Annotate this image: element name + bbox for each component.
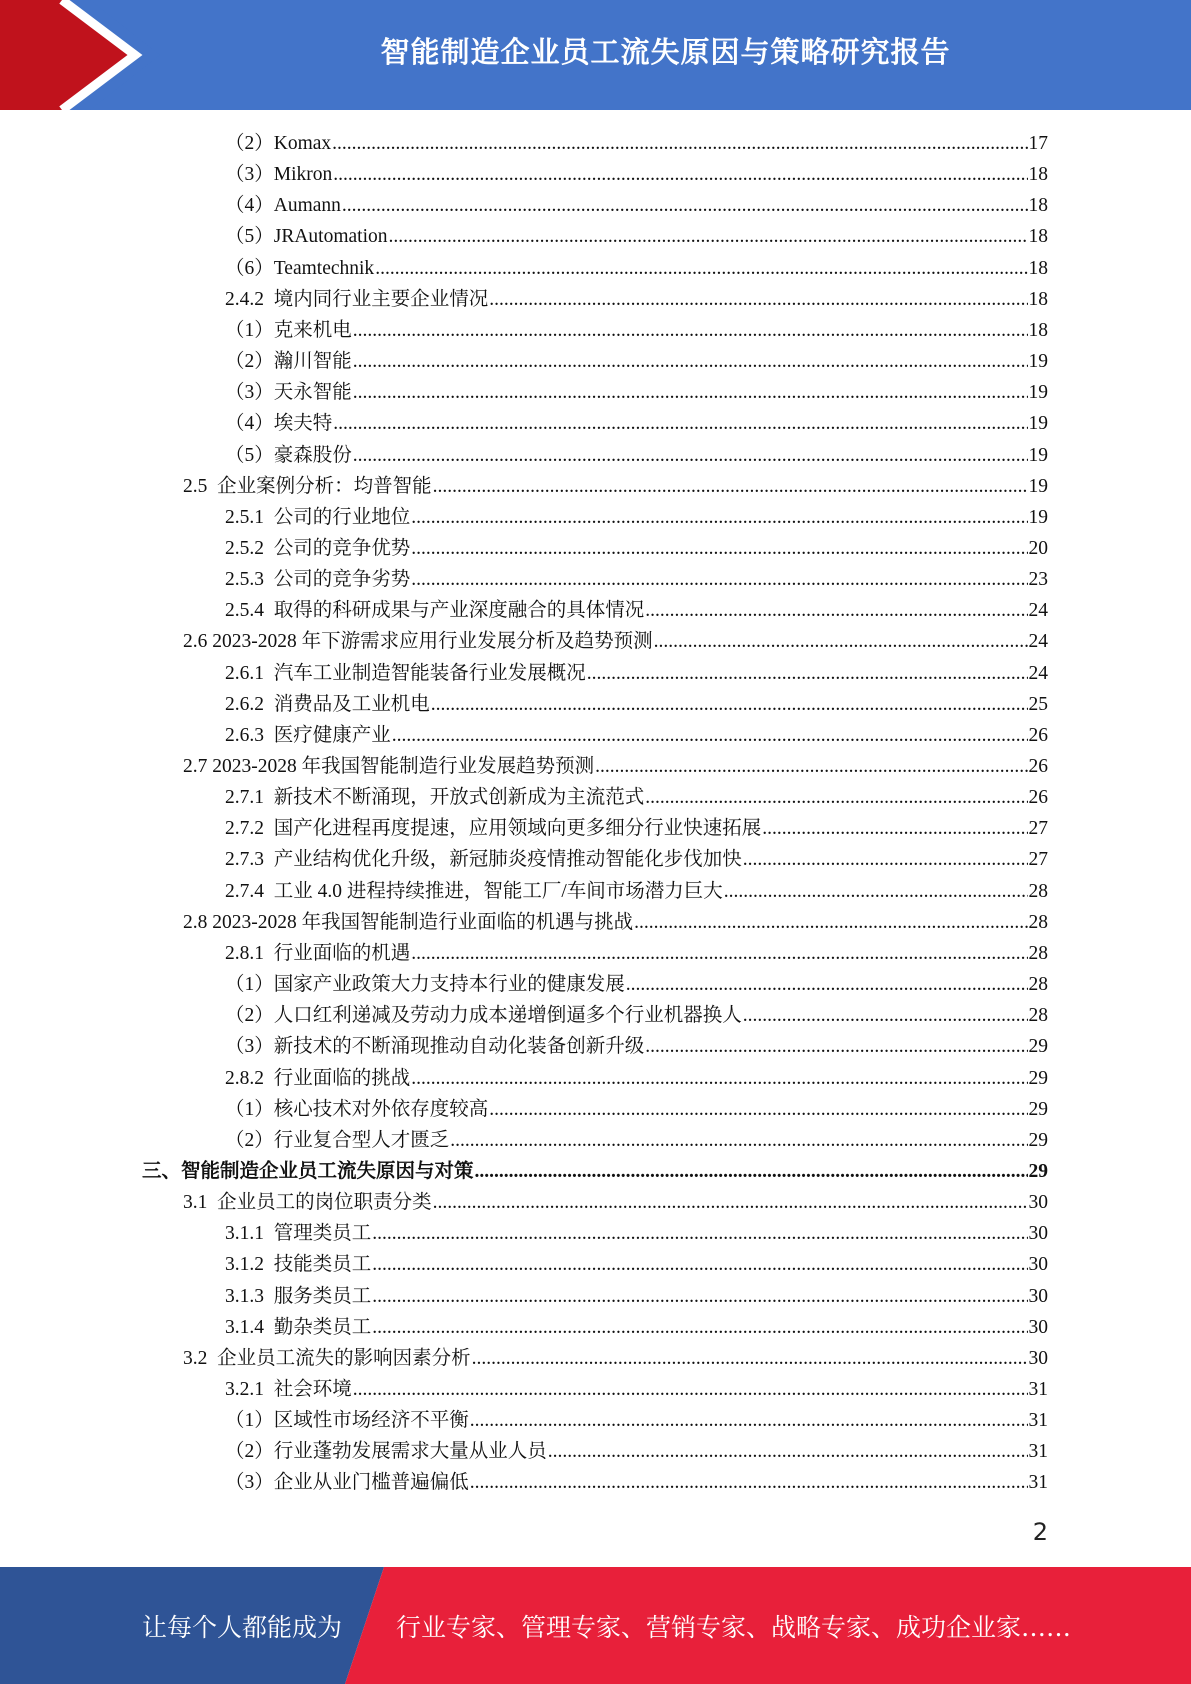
toc-entry[interactable] xyxy=(225,221,1048,252)
toc-entry-title: 2.8.1 行业面临的机遇 xyxy=(225,942,411,964)
toc-dot-leader xyxy=(626,969,1028,1000)
toc-entry[interactable] xyxy=(183,1343,1048,1374)
toc-entry-page: 18 xyxy=(1028,319,1048,341)
toc-entry[interactable] xyxy=(225,253,1048,284)
footer-slogan-right: 行业专家、管理专家、营销专家、战略专家、成功企业家…… xyxy=(396,1612,1072,1642)
toc-dot-leader xyxy=(353,440,1028,471)
toc-entry-title: （2）瀚川智能 xyxy=(225,351,352,373)
toc-entry-title: 2.6 2023-2028 年下游需求应用行业发展分析及趋势预测 xyxy=(183,631,653,653)
toc-entry[interactable] xyxy=(225,128,1048,159)
toc-entry-title: 2.7 2023-2028 年我国智能制造行业发展趋势预测 xyxy=(183,756,595,777)
toc-entry-page: 28 xyxy=(1028,1005,1048,1027)
toc-entry-title: 3.2 企业员工流失的影响因素分析 xyxy=(183,1347,471,1369)
toc-entry-page: 18 xyxy=(1028,257,1048,279)
toc-entry[interactable] xyxy=(225,1405,1048,1436)
footer-slogan-left: 让每个人都能成为 xyxy=(142,1612,343,1642)
toc-entry-page: 30 xyxy=(1028,1316,1048,1338)
toc-dot-leader xyxy=(372,1312,1027,1343)
toc-entry-title: 2.5.4 取得的科研成果与产业深度融合的具体情况 xyxy=(225,600,645,622)
toc-entry-title: 三、智能制造企业员工流失原因与对策 xyxy=(142,1160,474,1182)
toc-entry-title: 3.1.2 技能类员工 xyxy=(225,1254,372,1276)
toc-entry[interactable] xyxy=(225,1031,1048,1062)
toc-dot-leader xyxy=(433,471,1028,502)
toc-entry[interactable] xyxy=(225,658,1048,689)
toc-dot-leader xyxy=(645,1031,1027,1062)
toc-entry[interactable] xyxy=(225,377,1048,408)
toc-dot-leader xyxy=(548,1436,1028,1467)
toc-entry-page: 18 xyxy=(1028,226,1048,248)
toc-entry[interactable] xyxy=(225,1218,1048,1249)
toc-entry[interactable] xyxy=(225,190,1048,221)
toc-entry[interactable] xyxy=(225,782,1048,813)
toc-dot-leader xyxy=(654,626,1028,657)
toc-entry-page: 24 xyxy=(1028,600,1048,622)
toc-entry[interactable] xyxy=(225,689,1048,720)
toc-entry-title: （3）天永智能 xyxy=(225,382,352,404)
toc-entry-title: 2.6.2 消费品及工业机电 xyxy=(225,693,430,715)
toc-entry-title: 2.8 2023-2028 年我国智能制造行业面临的机遇与挑战 xyxy=(183,911,634,933)
toc-entry[interactable] xyxy=(225,346,1048,377)
toc-entry-page: 27 xyxy=(1028,818,1048,840)
toc-entry-title: （2）行业复合型人才匮乏 xyxy=(225,1129,450,1151)
toc-entry-title: （4）Aumann xyxy=(225,195,341,217)
toc-dot-leader xyxy=(411,564,1027,595)
toc-entry-title: 2.7.4 工业 4.0 进程持续推进，智能工厂/车间市场潜力巨大 xyxy=(225,880,723,902)
toc-dot-leader xyxy=(411,938,1027,969)
page-footer xyxy=(0,1567,1191,1684)
toc-entry[interactable] xyxy=(225,1281,1048,1312)
toc-entry-page: 23 xyxy=(1028,569,1048,591)
toc-dot-leader xyxy=(762,813,1027,844)
toc-dot-leader xyxy=(392,720,1028,751)
toc-dot-leader xyxy=(353,315,1028,346)
toc-entry[interactable] xyxy=(225,876,1048,907)
toc-entry-title: （3）Mikron xyxy=(225,164,333,186)
toc-entry-title: （3）企业从业门槛普遍偏低 xyxy=(225,1472,469,1494)
toc-entry-page: 19 xyxy=(1028,475,1048,497)
toc-entry-title: 2.6.1 汽车工业制造智能装备行业发展概况 xyxy=(225,662,586,684)
toc-entry-title: （1）区域性市场经济不平衡 xyxy=(225,1410,469,1432)
toc-entry-page: 17 xyxy=(1028,133,1048,154)
toc-entry[interactable] xyxy=(225,844,1048,875)
toc-entry[interactable] xyxy=(225,315,1048,346)
toc-dot-leader xyxy=(475,1156,1028,1187)
toc-entry-title: （5）豪森股份 xyxy=(225,444,352,466)
toc-entry-page: 19 xyxy=(1028,506,1048,528)
toc-entry[interactable] xyxy=(225,502,1048,533)
toc-entry-page: 30 xyxy=(1028,1254,1048,1276)
toc-entry-page: 19 xyxy=(1028,351,1048,373)
toc-entry-title: 3.1 企业员工的岗位职责分类 xyxy=(183,1192,432,1214)
toc-dot-leader xyxy=(489,284,1027,315)
toc-entry[interactable] xyxy=(183,626,1048,657)
toc-dot-leader xyxy=(645,782,1027,813)
toc-dot-leader xyxy=(353,346,1028,377)
toc-entry-title: 3.1.3 服务类员工 xyxy=(225,1285,372,1307)
toc-entry-title: （2）行业蓬勃发展需求大量从业人员 xyxy=(225,1441,547,1463)
toc-dot-leader xyxy=(372,1218,1027,1249)
toc-dot-leader xyxy=(411,502,1027,533)
page-header xyxy=(0,0,1191,110)
toc-entry[interactable] xyxy=(225,720,1048,751)
toc-entry-page: 19 xyxy=(1028,382,1048,404)
toc-dot-leader xyxy=(411,1063,1027,1094)
toc-entry[interactable] xyxy=(225,159,1048,190)
toc-entry-title: 3.1.4 勤杂类员工 xyxy=(225,1316,372,1338)
toc-dot-leader xyxy=(470,1467,1028,1498)
toc-entry-page: 29 xyxy=(1028,1160,1048,1182)
toc-entry-title: 2.8.2 行业面临的挑战 xyxy=(225,1067,411,1089)
toc-dot-leader xyxy=(743,1000,1028,1031)
toc-entry-title: （6）Teamtechnik xyxy=(225,257,375,279)
toc-entry[interactable] xyxy=(225,813,1048,844)
toc-dot-leader xyxy=(389,221,1028,252)
toc-entry[interactable] xyxy=(225,1467,1048,1498)
toc-entry-title: 2.7.2 国产化进程再度提速，应用领域向更多细分行业快速拓展 xyxy=(225,818,762,840)
toc-entry-title: 3.1.1 管理类员工 xyxy=(225,1223,372,1245)
toc-entry[interactable] xyxy=(225,1312,1048,1343)
toc-entry[interactable] xyxy=(225,1436,1048,1467)
toc-dot-leader xyxy=(433,1187,1028,1218)
toc-entry-title: 2.6.3 医疗健康产业 xyxy=(225,724,391,746)
toc-entry[interactable] xyxy=(225,440,1048,471)
toc-entry-title: （3）新技术的不断涌现推动自动化装备创新升级 xyxy=(225,1036,645,1058)
toc-dot-leader xyxy=(333,408,1027,439)
toc-entry-title: 2.4.2 境内同行业主要企业情况 xyxy=(225,288,489,310)
toc-entry-title: 2.7.1 新技术不断涌现，开放式创新成为主流范式 xyxy=(225,787,645,809)
toc-dot-leader xyxy=(353,1374,1028,1405)
toc-entry-title: 2.5.2 公司的竞争优势 xyxy=(225,537,411,559)
toc-dot-leader xyxy=(489,1094,1027,1125)
toc-entry-title: （4）埃夫特 xyxy=(225,413,333,435)
toc-entry[interactable] xyxy=(225,284,1048,315)
toc-entry[interactable] xyxy=(183,471,1048,502)
toc-entry[interactable] xyxy=(225,938,1048,969)
toc-entry-page: 29 xyxy=(1028,1036,1048,1058)
toc-dot-leader xyxy=(333,159,1027,190)
toc-entry-page: 30 xyxy=(1028,1285,1048,1307)
toc-dot-leader xyxy=(353,377,1028,408)
toc-entry-title: 2.5.3 公司的竞争劣势 xyxy=(225,569,411,591)
toc-dot-leader xyxy=(342,190,1028,221)
toc-entry-title: 2.5 企业案例分析：均普智能 xyxy=(183,475,432,497)
toc-entry-page: 18 xyxy=(1028,195,1048,217)
toc-entry-title: （1）克来机电 xyxy=(225,319,352,341)
toc-entry[interactable] xyxy=(225,1249,1048,1280)
toc-dot-leader xyxy=(375,253,1027,284)
toc-entry[interactable] xyxy=(225,408,1048,439)
toc-entry-page: 30 xyxy=(1028,1192,1048,1214)
toc-entry[interactable] xyxy=(183,1187,1048,1218)
toc-entry-page: 25 xyxy=(1028,693,1048,715)
toc-entry-page: 18 xyxy=(1028,288,1048,310)
toc-dot-leader xyxy=(470,1405,1028,1436)
toc-entry-page: 30 xyxy=(1028,1223,1048,1245)
report-title: 智能制造企业员工流失原因与策略研究报告 xyxy=(380,34,951,69)
toc-entry[interactable] xyxy=(225,533,1048,564)
toc-dot-leader xyxy=(634,907,1027,938)
toc-entry[interactable] xyxy=(183,751,1048,782)
toc-dot-leader xyxy=(411,533,1027,564)
toc-entry[interactable] xyxy=(225,1063,1048,1094)
toc-entry-page: 26 xyxy=(1028,724,1048,746)
toc-entry[interactable] xyxy=(225,564,1048,595)
toc-entry-page: 30 xyxy=(1028,1347,1048,1369)
toc-dot-leader xyxy=(450,1125,1027,1156)
toc-dot-leader xyxy=(372,1249,1027,1280)
toc-entry-title: （5）JRAutomation xyxy=(225,226,388,248)
toc-entry-page: 29 xyxy=(1028,1098,1048,1120)
toc-dot-leader xyxy=(587,658,1028,689)
page-number: 2 xyxy=(1032,1518,1048,1546)
toc-dot-leader xyxy=(645,595,1027,626)
toc-dot-leader xyxy=(332,128,1027,159)
toc-entry-title: （2）Komax xyxy=(225,133,332,154)
toc-entry[interactable] xyxy=(183,907,1048,938)
toc-entry-page: 18 xyxy=(1028,164,1048,186)
toc-dot-leader xyxy=(431,689,1028,720)
toc-entry-page: 29 xyxy=(1028,1067,1048,1089)
toc-entry-page: 24 xyxy=(1028,662,1048,684)
toc-entry-title: （1）国家产业政策大力支持本行业的健康发展 xyxy=(225,974,625,996)
toc-entry-page: 28 xyxy=(1028,974,1048,996)
toc-entry-page: 26 xyxy=(1028,756,1048,777)
toc-entry-page: 26 xyxy=(1028,787,1048,809)
toc-entry[interactable] xyxy=(225,1000,1048,1031)
toc-dot-leader xyxy=(372,1281,1027,1312)
toc-dot-leader xyxy=(472,1343,1028,1374)
toc-entry-page: 27 xyxy=(1028,849,1048,871)
toc-entry-page: 31 xyxy=(1028,1441,1048,1463)
toc-entry[interactable] xyxy=(225,595,1048,626)
toc-entry[interactable] xyxy=(225,1094,1048,1125)
toc-entry-page: 29 xyxy=(1028,1129,1048,1151)
toc-entry-title: 2.7.3 产业结构优化升级，新冠肺炎疫情推动智能化步伐加快 xyxy=(225,849,742,871)
toc-entry-page: 31 xyxy=(1028,1379,1048,1400)
toc-dot-leader xyxy=(724,876,1028,907)
toc-entry-page: 28 xyxy=(1028,880,1048,902)
toc-entry[interactable] xyxy=(225,1125,1048,1156)
toc-entry-page: 28 xyxy=(1028,911,1048,933)
toc-entry-page: 28 xyxy=(1028,942,1048,964)
toc-entry[interactable] xyxy=(225,969,1048,1000)
toc-dot-leader xyxy=(595,751,1027,782)
toc-entry-page: 24 xyxy=(1028,631,1048,653)
toc-entry-page: 31 xyxy=(1028,1472,1048,1494)
toc-entry-page: 19 xyxy=(1028,444,1048,466)
toc-entry[interactable] xyxy=(225,1374,1048,1405)
toc-entry-title: 2.5.1 公司的行业地位 xyxy=(225,506,411,528)
toc-entry-page: 20 xyxy=(1028,537,1048,559)
toc-entry[interactable] xyxy=(142,1156,1048,1187)
toc-entry-page: 31 xyxy=(1028,1410,1048,1432)
toc-entry-title: （1）核心技术对外依存度较高 xyxy=(225,1098,489,1120)
toc-dot-leader xyxy=(743,844,1028,875)
toc-entry-title: （2）人口红利递减及劳动力成本递增倒逼多个行业机器换人 xyxy=(225,1005,742,1027)
toc-entry-page: 19 xyxy=(1028,413,1048,435)
toc-entry-title: 3.2.1 社会环境 xyxy=(225,1379,352,1400)
